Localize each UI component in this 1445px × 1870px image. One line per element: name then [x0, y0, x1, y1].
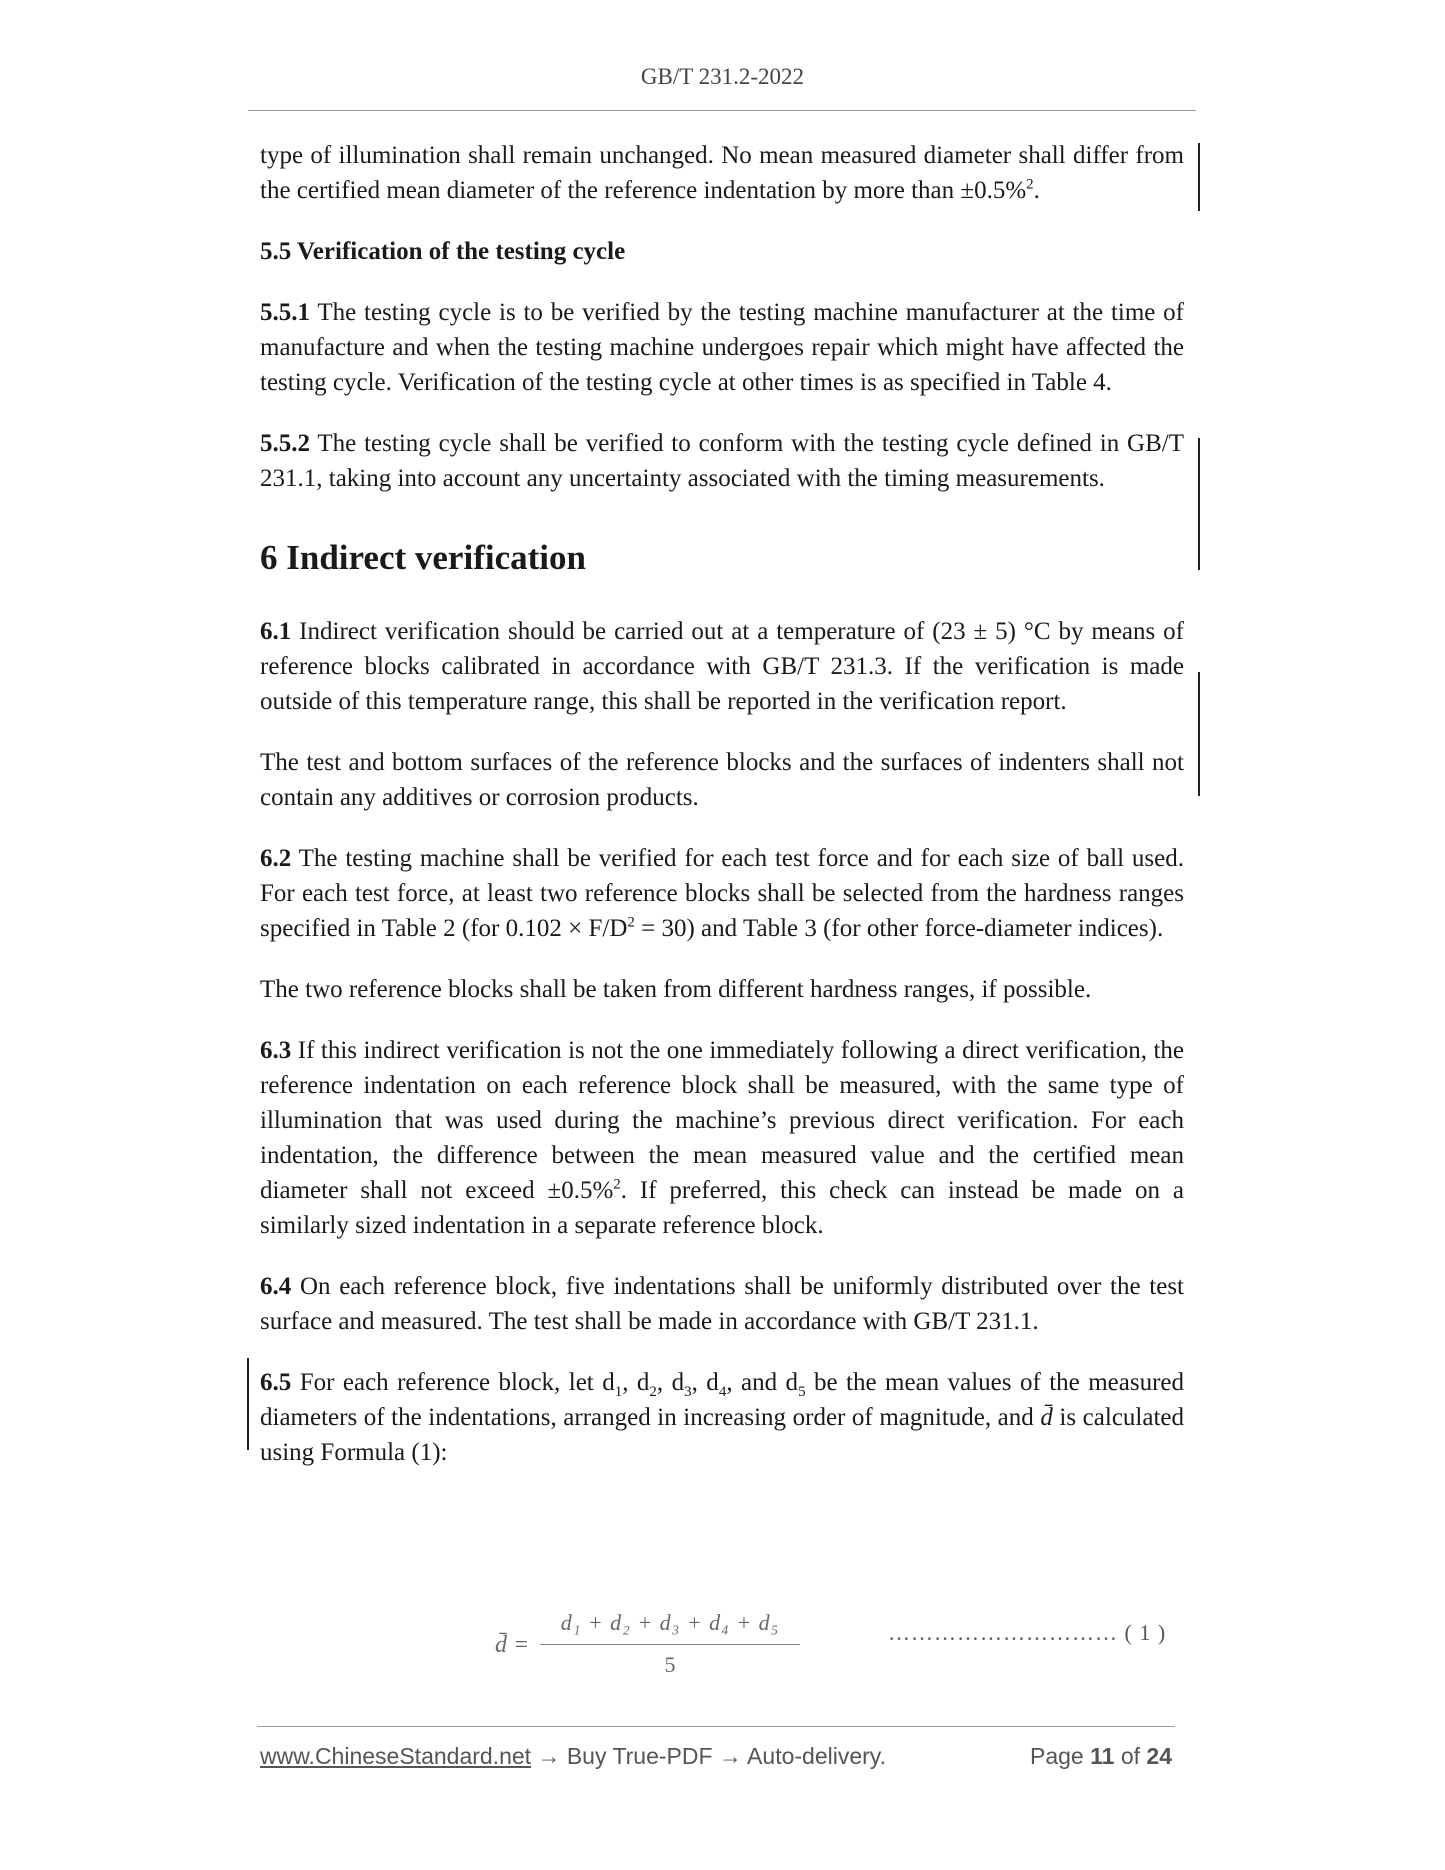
- formula-denominator: 5: [664, 1652, 676, 1677]
- formula-lhs: d̄ =: [495, 1632, 530, 1658]
- revision-bar: [1198, 438, 1200, 570]
- footer-divider: [257, 1726, 1175, 1727]
- revision-bar: [247, 1358, 249, 1450]
- section-heading-6: 6 Indirect verification: [260, 538, 586, 577]
- clause-6-4: 6.4 On each reference block, five indentations shall be uniformly distributed over the test surface and measured. The test shall be made in accordance with GB/T 231.1.: [260, 1273, 1184, 1335]
- fraction-bar: [540, 1644, 800, 1645]
- section-heading-5-5: 5.5 Verification of the testing cycle: [260, 238, 626, 265]
- header-divider: [248, 110, 1196, 111]
- clause-6-1: 6.1 Indirect verification should be carried out at a temperature of (23 ± 5) °C by means of reference blocks calibrated in accordance with GB/T 231.3. If the verification is made outside of this temperature range, this shall be reported in the verification report.: [260, 618, 1184, 715]
- clause-6-5: 6.5 For each reference block, let $d_1$, $d_2$, $d_3$, $d_4$, and $d_5$ be the mean values of the measured diameters of the indentations, arranged in increasing order of magnitude, and d̄ is calculated using Formula (1):: [260, 1369, 1184, 1466]
- clause-6-2: 6.2 The testing machine shall be verified for each test force and for each size of ball used. For each test force, at least two reference blocks shall be selected from the hardness ranges specified in Table 2 (for $0.102 \times F/D^2 = 30$) and Table 3 (for other force-diameter indices).: [260, 845, 1184, 942]
- formula-numerator: d₁ + d₂ + d₃ + d₄ + d₅: [560, 1610, 780, 1635]
- revision-bar: [1198, 143, 1200, 211]
- page-indicator: Page 11 of 24: [1030, 1743, 1172, 1769]
- formula-1: [495, 1610, 805, 1680]
- paragraph: The two reference blocks shall be taken from different hardness ranges, if possible.: [260, 976, 1092, 1003]
- clause-5-5-2: 5.5.2 The testing cycle shall be verified to conform with the testing cycle defined in GB/T 231.1, taking into account any uncertainty associated with the timing measurements.: [260, 430, 1184, 492]
- document-body: [260, 138, 1184, 1470]
- clause-6-3: 6.3 If this indirect verification is not the one immediately following a direct verification, the reference indentation on each reference block shall be measured, with the same type of illumination that was used during the machine’s previous direct verification. For each indentation, the difference between the mean measured value and the certified mean diameter shall not exceed ±0.5%$^2$. If preferred, this check can instead be made on a similarly sized indentation in a separate reference block.: [260, 1037, 1184, 1239]
- formula-number: ………………………… ( 1 ): [888, 1620, 1167, 1645]
- website-link[interactable]: www.ChineseStandard.net: [260, 1743, 532, 1769]
- clause-5-5-1: 5.5.1 The testing cycle is to be verified by the testing machine manufacturer at the time of manufacture and when the testing machine undergoes repair which might have affected the testing cycle. Verification of the testing cycle at other times is as specified in Table 4.: [260, 299, 1184, 396]
- page-header: GB/T 231.2-2022: [640, 64, 805, 89]
- revision-bar: [1198, 672, 1200, 796]
- paragraph: The test and bottom surfaces of the reference blocks and the surfaces of indenters shall not contain any additives or corrosion products.: [260, 749, 1184, 811]
- page-footer: [260, 1743, 1180, 1775]
- paragraph: type of illumination shall remain unchanged. No mean measured diameter shall differ from the certified mean diameter of the reference indentation by more than ±0.5%$^2$.: [260, 142, 1184, 204]
- footer-tagline: → Buy True-PDF → Auto-delivery.: [531, 1743, 886, 1769]
